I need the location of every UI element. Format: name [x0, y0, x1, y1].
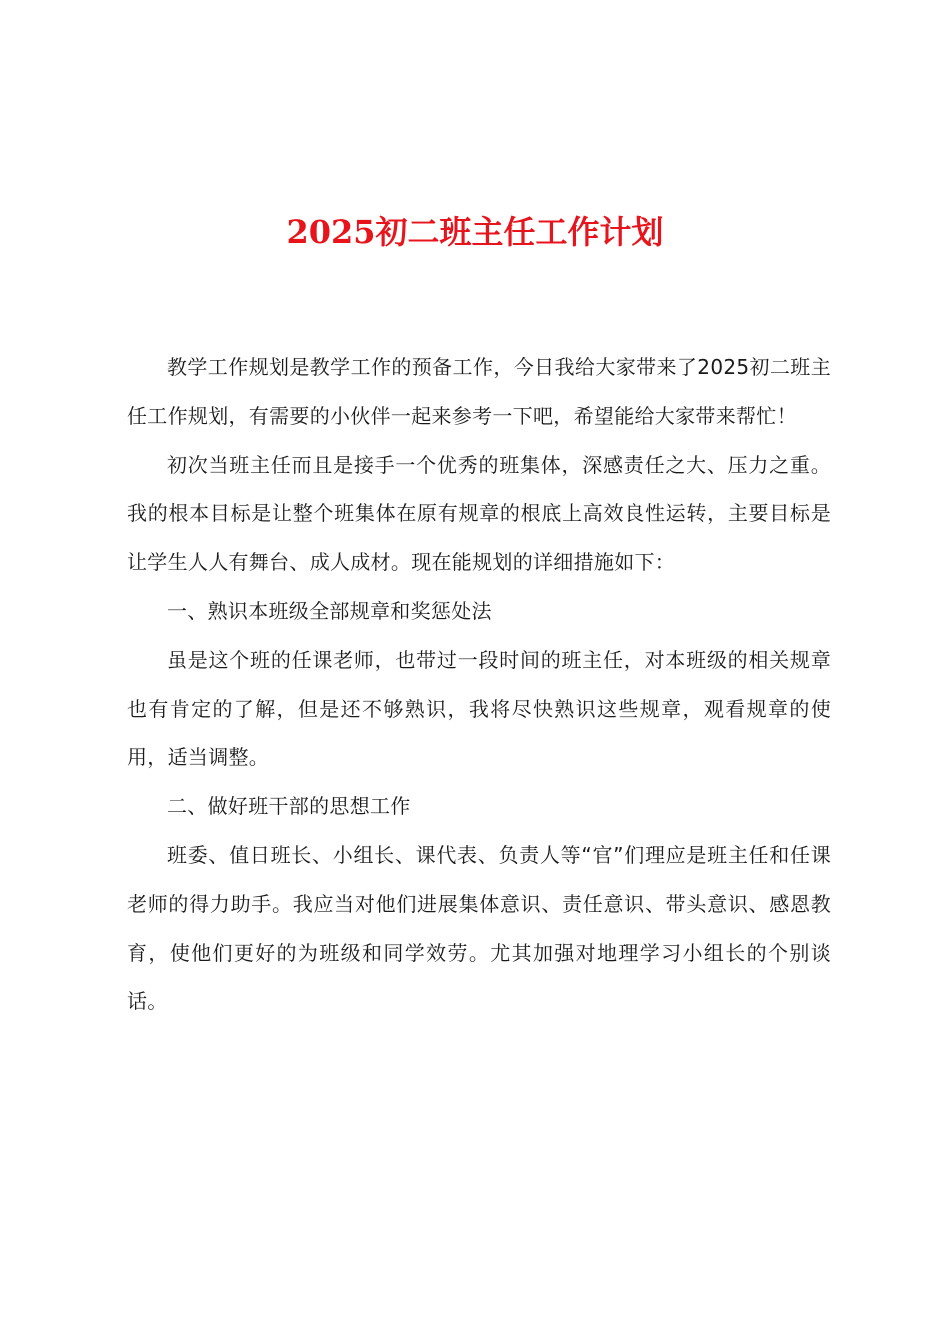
section-heading-2: 二、做好班干部的思想工作	[167, 794, 411, 819]
intro-paragraph: 教学工作规划是教学工作的预备工作，今日我给大家带来了2025初二班主任工作规划，有需要的小伙伴一起来参考一下吧，希望能给大家带来帮忙！	[127, 355, 831, 428]
section-1-paragraph: 虽是这个班的任课老师，也带过一段时间的班主任，对本班级的相关规章也有肯定的了解，但是还不够熟识，我将尽快熟识这些规章，观看规章的使用，适当调整。	[127, 647, 831, 770]
goal-paragraph: 初次当班主任而且是接手一个优秀的班集体，深感责任之大、压力之重。我的根本目标是让整个班集体在原有规章的根底上高效良性运转，主要目标是让学生人人有舞台、成人成材。现在能规划的详细措施如下：	[127, 452, 831, 575]
document-body	[127, 343, 831, 1026]
section-heading-1: 一、熟识本班级全部规章和奖惩处法	[167, 598, 492, 623]
document-title: 2025初二班主任工作计划	[286, 213, 664, 251]
section-2-paragraph: 班委、值日班长、小组长、课代表、负责人等“官”们理应是班主任和任课老师的得力助手。我应当对他们进展集体意识、责任意识、带头意识、感恩教育，使他们更好的为班级和同学效劳。尤其加强对地理学习小组长的个别谈话。	[127, 842, 831, 1014]
